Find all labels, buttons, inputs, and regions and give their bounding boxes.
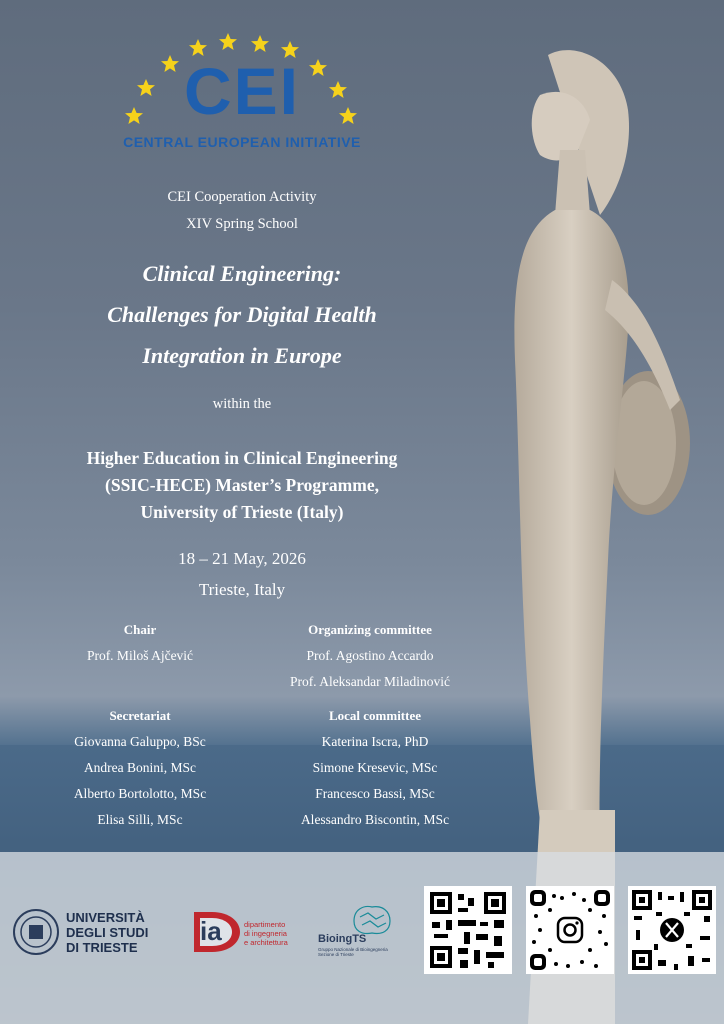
dia-line-2: di ingegneria bbox=[244, 929, 287, 938]
bioingts-sub-1: Gruppo Nazionale di Bioingegneria bbox=[318, 947, 388, 952]
programme-line-3: University of Trieste (Italy) bbox=[140, 502, 344, 522]
local-member: Alessandro Biscontin, MSc bbox=[300, 812, 450, 827]
qr-icon bbox=[424, 886, 512, 974]
instagram-icon bbox=[526, 886, 614, 974]
secretariat-member: Giovanna Galuppo, BSc bbox=[74, 734, 206, 749]
secretariat-member: Andrea Bonini, MSc bbox=[83, 760, 197, 775]
x-icon bbox=[628, 886, 716, 974]
brain-network-icon bbox=[350, 903, 394, 937]
secretariat-member: Elisa Silli, MSc bbox=[97, 812, 183, 827]
secretariat-member: Alberto Bortolotto, MSc bbox=[73, 786, 207, 801]
secretariat-block bbox=[40, 703, 240, 833]
units-logo bbox=[12, 908, 182, 958]
within-text: within the bbox=[212, 396, 272, 412]
cei-logo-mark: CEI bbox=[183, 54, 301, 128]
dia-logo bbox=[192, 910, 302, 956]
qr-code-instagram[interactable] bbox=[526, 886, 614, 974]
chair-heading: Chair bbox=[123, 622, 157, 637]
local-member: Simone Kresevic, MSc bbox=[312, 760, 438, 775]
title-line-3: Integration in Europe bbox=[142, 343, 342, 368]
programme-line-2: (SSIC-HECE) Master’s Programme, bbox=[105, 475, 379, 495]
bioingts-logo bbox=[318, 903, 408, 963]
units-line-2: DEGLI STUDI bbox=[66, 925, 149, 940]
intro-line-1: CEI Cooperation Activity bbox=[167, 189, 317, 205]
dia-line-1: dipartimento bbox=[244, 920, 286, 929]
secretariat-heading: Secretariat bbox=[109, 708, 171, 723]
bioingts-sub-2: Sezione di Trieste bbox=[318, 952, 354, 957]
organizing-member: Prof. Aleksandar Miladinović bbox=[289, 674, 451, 689]
local-member: Francesco Bassi, MSc bbox=[315, 786, 435, 801]
chair-member: Prof. Miloš Ajčević bbox=[86, 648, 194, 663]
bioingts-name: BioingTS bbox=[318, 933, 367, 945]
programme-line-1: Higher Education in Clinical Engineering bbox=[86, 448, 398, 468]
organizing-block bbox=[255, 617, 485, 695]
event-place: Trieste, Italy bbox=[198, 580, 286, 599]
qr-code-x[interactable] bbox=[628, 886, 716, 974]
title-line-2: Challenges for Digital Health bbox=[107, 302, 377, 327]
event-dates: 18 – 21 May, 2026 bbox=[178, 549, 306, 568]
local-committee-block bbox=[260, 703, 490, 833]
organizing-heading: Organizing committee bbox=[308, 622, 432, 637]
chair-block bbox=[40, 617, 240, 669]
units-line-3: DI TRIESTE bbox=[66, 940, 138, 955]
local-heading: Local committee bbox=[328, 708, 422, 723]
intro-line-2: XIV Spring School bbox=[186, 216, 298, 232]
units-line-1: UNIVERSITÀ bbox=[66, 910, 145, 925]
dia-line-3: e architettura bbox=[244, 938, 288, 947]
local-member: Katerina Iscra, PhD bbox=[321, 734, 429, 749]
qr-code-website[interactable] bbox=[424, 886, 512, 974]
dia-mark: ia bbox=[200, 916, 222, 946]
cei-logo-name: CENTRAL EUROPEAN INITIATIVE bbox=[123, 134, 361, 150]
title-line-1: Clinical Engineering: bbox=[142, 261, 342, 286]
organizing-member: Prof. Agostino Accardo bbox=[306, 648, 434, 663]
university-seal-icon bbox=[12, 908, 60, 956]
